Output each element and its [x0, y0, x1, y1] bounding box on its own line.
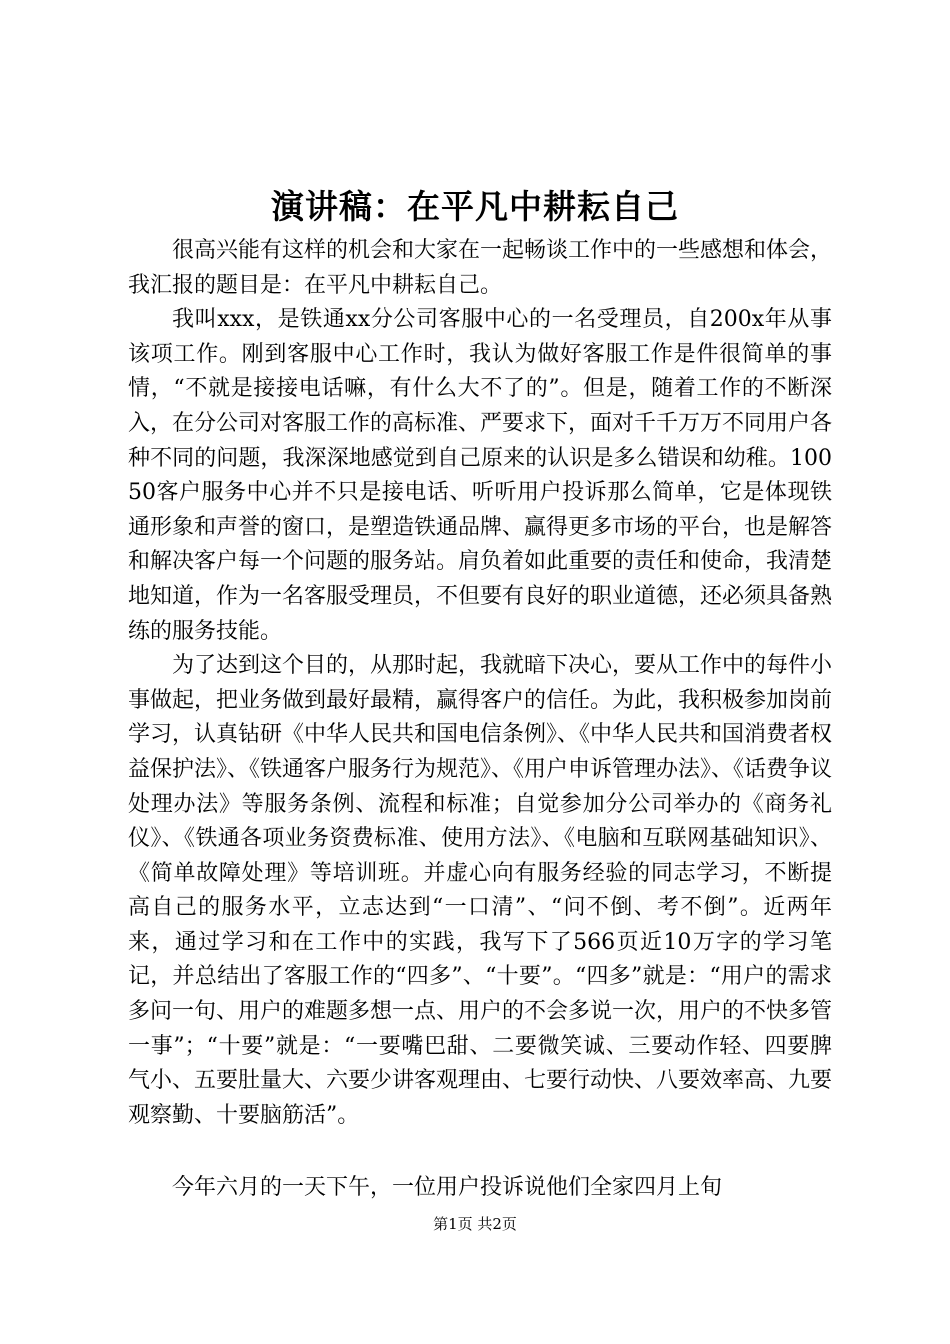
page-number: 第1页 共2页 [433, 1215, 517, 1233]
document-body [128, 234, 832, 1206]
paragraph-4: 今年六月的一天下午，一位用户投诉说他们全家四月上旬 [172, 1175, 723, 1201]
paragraph-3: 为了达到这个目的，从那时起，我就暗下决心，要从工作中的每件小事做起，把业务做到最好最精，赢得客户的信任。为此，我积极参加岗前学习，认真钻研《中华人民共和国电信条例》、《中华人民共和国消费者权益保护法》、《铁通客户服务行为规范》、《用户申诉管理办法》、《话费争议处理办法》等服务条例、流程和标准；自觉参加分公司举办的《商务礼仪》、《铁通各项业务资费标准、使用方法》、《电脑和互联网基础知识》、《简单故障处理》等培训班。并虚心向有服务经验的同志学习，不断提高自己的服务水平，立志达到“一口清”、“问不倒、考不倒”。近两年来，通过学习和在工作中的实践，我写下了566页近10万字的学习笔记，并总结出了客服工作的“四多”、“十要”。“四多”就是：“用户的需求多问一句、用户的难题多想一点、用户的不会多说一次，用户的不快多管一事”；“十要”就是：“一要嘴巴甜、二要微笑诚、三要动作轻、四要脾气小、五要肚量大、六要少讲客观理由、七要行动快、八要效率高、九要观察勤、十要脑筋活”。 [128, 653, 833, 1128]
paragraph-1: 很高兴能有这样的机会和大家在一起畅谈工作中的一些感想和体会，我汇报的题目是：在平凡中耕耘自己。 [128, 238, 833, 298]
document-title: 演讲稿：在平凡中耕耘自己 [271, 187, 679, 226]
paragraph-2: 我叫xxx，是铁通xx分公司客服中心的一名受理员，自200x年从事该项工作。刚到客服中心工作时，我认为做好客服工作是件很简单的事情，“不就是接接电话嘛，有什么大不了的”。但是，随着工作的不断深入，在分公司对客服工作的高标准、严要求下，面对千千万万不同用户各种不同的问题，我深深地感觉到自己原来的认识是多么错误和幼稚。10050客户服务中心并不只是接电话、听听用户投诉那么简单，它是体现铁通形象和声誉的窗口，是塑造铁通品牌、赢得更多市场的平台，也是解答和解决客户每一个问题的服务站。肩负着如此重要的责任和使命，我清楚地知道，作为一名客服受理员，不但要有良好的职业道德，还必须具备熟练的服务技能。 [128, 307, 833, 644]
